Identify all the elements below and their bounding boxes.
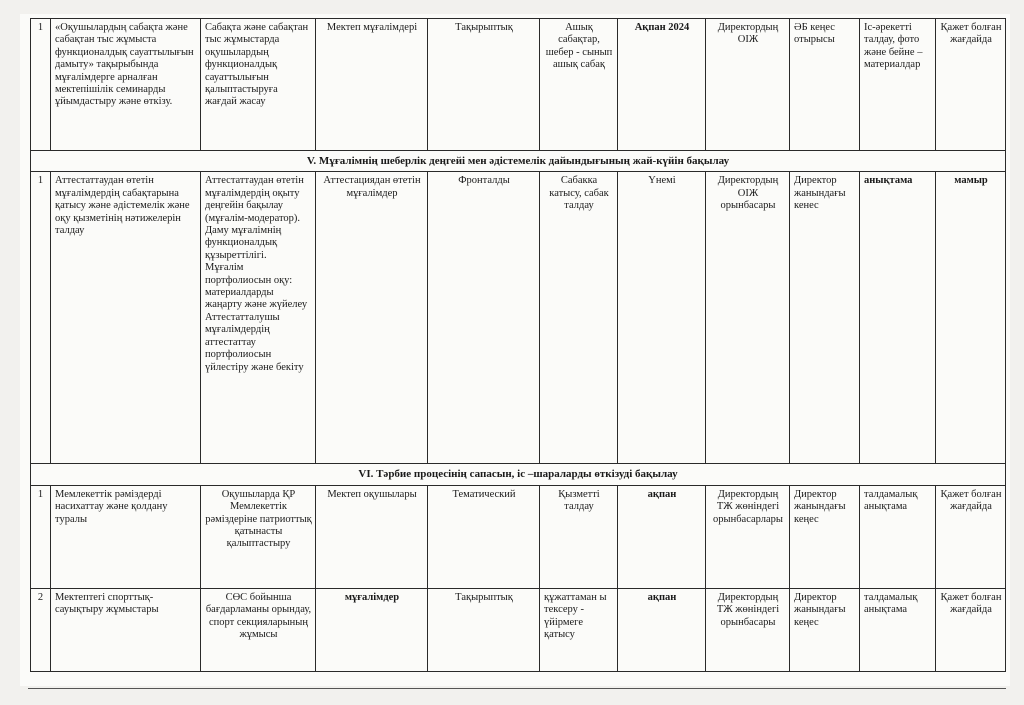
control-goal: Оқушыларда ҚР Мемлекеттік рәміздеріне патриоттық қатынасты қалыптастыру: [201, 485, 316, 588]
table-row: [31, 588, 1006, 671]
review-place: Директор жанындағы кеңес: [790, 485, 860, 588]
control-deadline: Ақпан 2024: [618, 19, 706, 151]
secondary-control: Қажет болған жағдайда: [936, 485, 1006, 588]
table-row: [31, 172, 1006, 464]
control-type: Тақырыптық: [428, 19, 540, 151]
control-method: Қызметті талдау: [540, 485, 618, 588]
control-deadline: ақпан: [618, 485, 706, 588]
control-topic: «Оқушылардың сабақта және сабақтан тыс жұмыста функционалдық сауаттылығын дамыту» тақырыбында мұғалімдерге арналған мектепішілік семинарды ұйымдастыру және өткізу.: [51, 19, 201, 151]
control-method: Сабакка катысу, сабак талдау: [540, 172, 618, 464]
control-deadline: ақпан: [618, 588, 706, 671]
control-type: Тақырыптық: [428, 588, 540, 671]
section-heading-row: [31, 464, 1006, 485]
responsible-person: Директордың ОІЖ: [706, 19, 790, 151]
table-row: [31, 19, 1006, 151]
control-type: Фронталды: [428, 172, 540, 464]
control-plan-table: [30, 18, 1006, 672]
control-topic: Мемлекеттік рәміздерді насихаттау және қолдану туралы: [51, 485, 201, 588]
secondary-control: Қажет болған жағдайда: [936, 19, 1006, 151]
control-topic: Аттестаттаудан өтетін мұғалімдердің сабақтарына қатысу және әдістемелік және оқу қызметінің нәтижелерін талдау: [51, 172, 201, 464]
control-deadline: Үнемі: [618, 172, 706, 464]
control-method: Ашық сабақтар, шебер - сынып ашық сабақ: [540, 19, 618, 151]
responsible-person: Директордың ОІЖ орынбасары: [706, 172, 790, 464]
review-place: ӘБ кеңес отырысы: [790, 19, 860, 151]
control-goal: СӨС бойынша бағдарламаны орындау, спорт секцияларының жұмысы: [201, 588, 316, 671]
review-place: Директор жанындағы кеңес: [790, 588, 860, 671]
control-object: Мектеп мұғалімдері: [316, 19, 428, 151]
secondary-control: Қажет болған жағдайда: [936, 588, 1006, 671]
row-number: 1: [31, 485, 51, 588]
page-edge-line: [28, 688, 1006, 689]
control-object: Мектеп оқушылары: [316, 485, 428, 588]
row-number: 2: [31, 588, 51, 671]
section-heading-row: [31, 151, 1006, 172]
control-object: мұғалімдер: [316, 588, 428, 671]
control-result: Іс-әрекетті талдау, фото және бейне – материалдар: [860, 19, 936, 151]
control-topic: Мектептегі спорттық-сауықтыру жұмыстары: [51, 588, 201, 671]
row-number: 1: [31, 19, 51, 151]
review-place: Директор жанындағы кенес: [790, 172, 860, 464]
control-goal: Сабақта және сабақтан тыс жұмыстарда оқушылардың функционалдық сауаттылығын қалыптастыруға жағдай жасау: [201, 19, 316, 151]
row-number: 1: [31, 172, 51, 464]
section-title: VI. Тәрбие процесінің сапасын, іс –шараларды өткізуді бақылау: [31, 464, 1006, 485]
control-result: талдамалық анықтама: [860, 588, 936, 671]
secondary-control: мамыр: [936, 172, 1006, 464]
responsible-person: Директордың ТЖ жөніндегі орынбасары: [706, 588, 790, 671]
section-title: V. Мұғалімнің шеберлік деңгейі мен әдістемелік дайындығының жай-күйін бақылау: [31, 151, 1006, 172]
control-method: құжаттаман ы тексеру - үйірмеге қатысу: [540, 588, 618, 671]
control-result: анықтама: [860, 172, 936, 464]
table-row: [31, 485, 1006, 588]
control-type: Тематический: [428, 485, 540, 588]
control-object: Аттестациядан өтетін мұғалімдер: [316, 172, 428, 464]
control-goal: Аттестаттаудан өтетін мұғалімдердің оқыту деңгейін бақылау (мұғалім-модератор). Даму мұғалімнің функционалдық құзыреттілігі. Мұғалім портфолиосын оқу: материалдарды жаңарту және жүйелеу Аттестатталушы мұғалімдердің аттестаттау портфолиосын үйлестіру және бекіту: [201, 172, 316, 464]
control-result: талдамалық анықтама: [860, 485, 936, 588]
responsible-person: Директордың ТЖ жөніндегі орынбасарлары: [706, 485, 790, 588]
